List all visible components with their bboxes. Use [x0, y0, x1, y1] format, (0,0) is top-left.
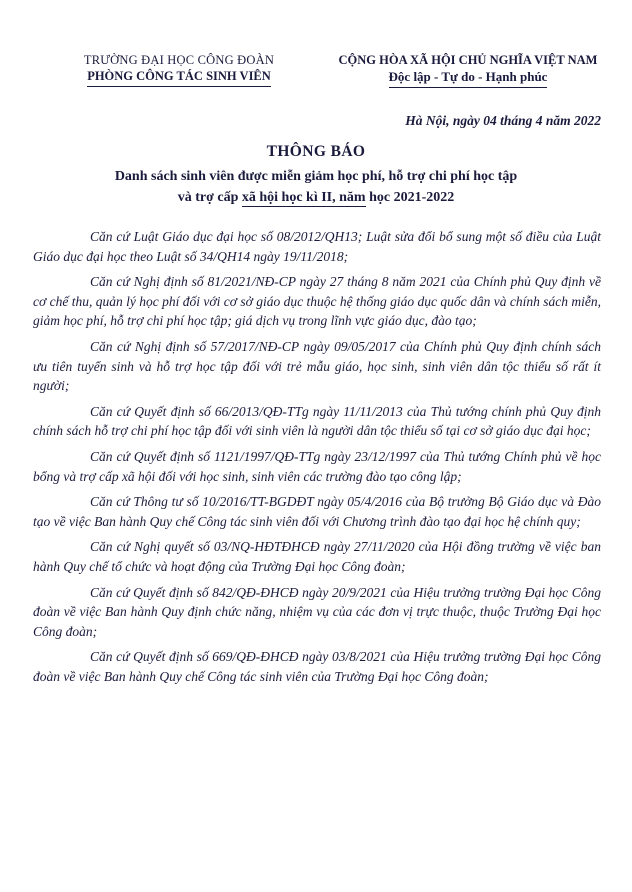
subtitle-line2-underlined: xã hội học kì II, năm: [241, 190, 366, 205]
national-motto-line1: CỘNG HÒA XÃ HỘI CHỦ NGHĨA VIỆT NAM: [338, 53, 598, 67]
legal-basis-paragraph: Căn cứ Quyết định số 66/2013/QĐ-TTg ngày 11/11/2013 của Thủ tướng chính phủ Quy định chính sách hỗ trợ chi phí học tập đối với sinh viên là người dân tộc thiểu số tại cơ sở giáo dục đại học;: [33, 403, 601, 439]
legal-basis-paragraph: Căn cứ Nghị định số 57/2017/NĐ-CP ngày 09/05/2017 của Chính phủ Quy định chính sách ưu tiên tuyển sinh và hỗ trợ học tập đối với trẻ mẫu giáo, học sinh, sinh viên dân tộc thiểu số rất ít người;: [33, 338, 601, 394]
national-motto-line2-wrap: [332, 68, 604, 88]
subtitle-line2-pre: và trợ cấp: [177, 190, 242, 205]
legal-basis-paragraph: Căn cứ Quyết định số 1121/1997/QĐ-TTg ngày 23/12/1997 của Thủ tướng Chính phủ về học bổng và trợ cấp xã hội đối với học sinh, sinh viên các trường đào tạo công lập;: [33, 448, 601, 484]
notice-title: THÔNG BÁO: [266, 143, 366, 160]
university-name: TRƯỜNG ĐẠI HỌC CÔNG ĐOÀN: [83, 53, 275, 67]
legal-basis-paragraph: Căn cứ Quyết định số 669/QĐ-ĐHCĐ ngày 03/8/2021 của Hiệu trưởng trường Đại học Công đoàn về việc Ban hành Quy chế Công tác sinh viên của Trường Đại học Công đoàn;: [33, 649, 601, 684]
legal-basis-section: [0, 227, 632, 686]
department-name-wrap: [36, 68, 322, 87]
document-header: [0, 0, 632, 88]
date-line: Hà Nội, ngày 04 tháng 4 năm 2022: [405, 113, 601, 128]
subtitle-line2-post: học 2021-2022: [365, 190, 455, 205]
legal-basis-paragraph: Căn cứ Nghị định số 81/2021/NĐ-CP ngày 27 tháng 8 năm 2021 của Chính phủ Quy định về cơ chế thu, quản lý học phí đối với cơ sở giáo dục thuộc hệ thống giáo dục quốc dân và chính sách miễn, giảm học phí, hỗ trợ chi phí học tập; giá dịch vụ trong lĩnh vực giáo dục, đào tạo;: [33, 274, 601, 329]
department-name: PHÒNG CÔNG TÁC SINH VIÊN: [87, 68, 271, 87]
national-motto-block: [332, 52, 604, 88]
legal-basis-paragraph: Căn cứ Thông tư số 10/2016/TT-BGDĐT ngày 05/4/2016 của Bộ trưởng Bộ Giáo dục và Đào tạo về việc Ban hành Quy chế Công tác sinh viên đối với Chương trình đào tạo đại học hệ chính quy;: [33, 494, 601, 529]
notice-subtitle: [0, 166, 632, 208]
notice-subtitle-line1: Danh sách sinh viên được miễn giảm học phí, hỗ trợ chi phí học tập: [114, 169, 518, 184]
title-block: [0, 142, 632, 208]
notice-subtitle-line2: [0, 187, 632, 208]
legal-basis-paragraph: Căn cứ Luật Giáo dục đại học số 08/2012/QH13; Luật sửa đổi bổ sung một số điều của Luật Giáo dục đại học theo Luật số 34/QH14 ngày 19/11/2018;: [33, 229, 601, 264]
legal-basis-paragraph: Căn cứ Quyết định số 842/QĐ-ĐHCĐ ngày 20/9/2021 của Hiệu trưởng trường Đại học Công đoàn về việc Ban hành Quy định chức năng, nhiệm vụ của các đơn vị trực thuộc, thuộc Trường Đại học Công đoàn;: [33, 584, 601, 639]
issuing-unit-block: [36, 52, 322, 88]
legal-basis-paragraph: Căn cứ Nghị quyết số 03/NQ-HĐTĐHCĐ ngày 27/11/2020 của Hội đồng trường về việc ban hành Quy chế tổ chức và hoạt động của Trường Đại học Công đoàn;: [33, 539, 601, 574]
national-motto-line2: Độc lập - Tự do - Hạnh phúc: [389, 68, 548, 88]
